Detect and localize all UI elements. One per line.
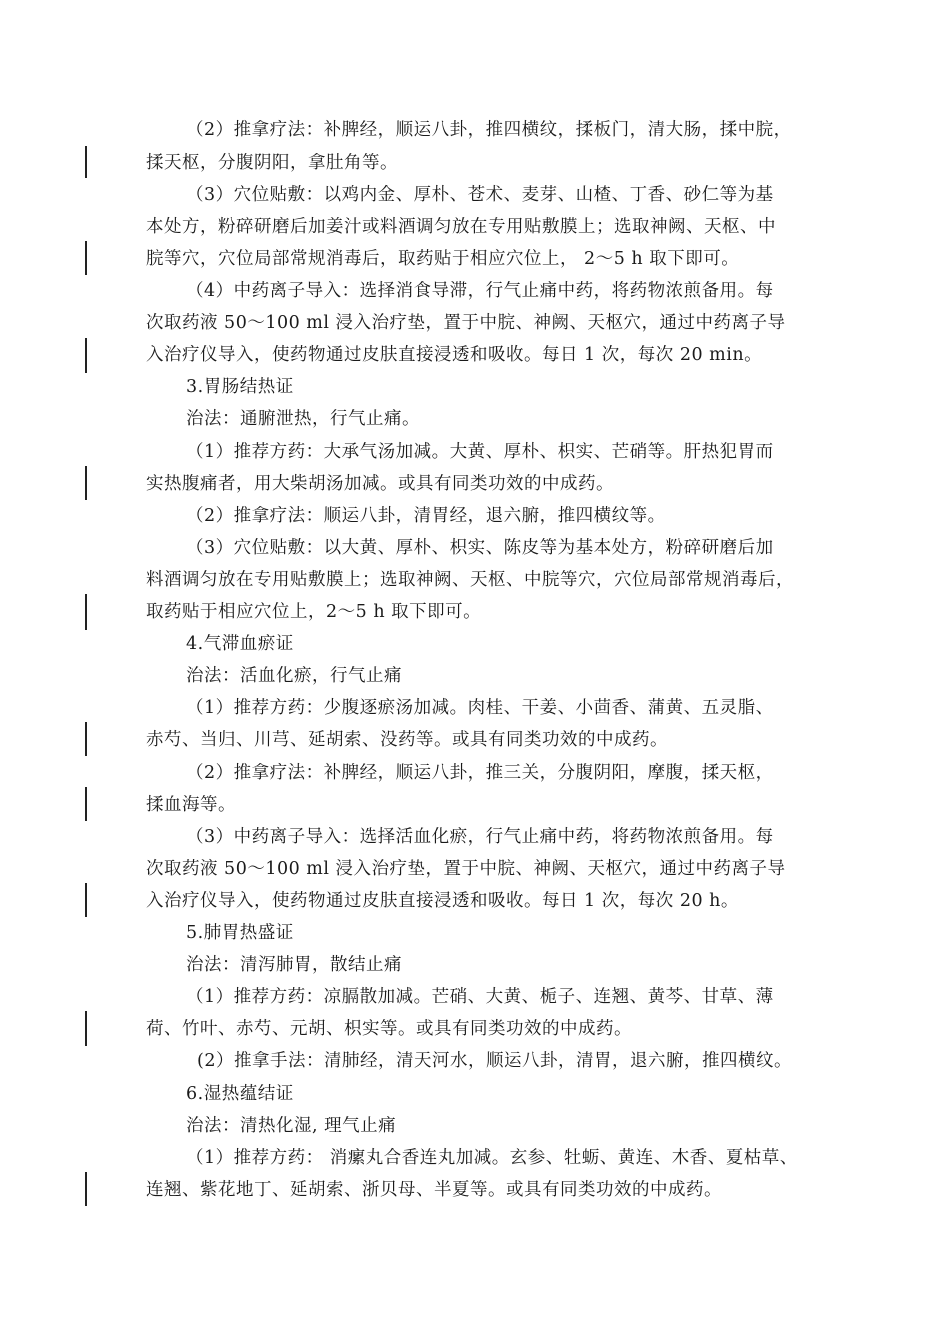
text-line: （2）推拿疗法：补脾经，顺运八卦，推四横纹，揉板门，清大肠，揉中脘， [186, 120, 792, 140]
text-line: 取药贴于相应穴位上，2～5 h 取下即可。 [146, 602, 482, 622]
text-line: （3）中药离子导入：选择活血化瘀，行气止痛中药，将药物浓煎备用。每 [186, 827, 774, 847]
change-bar [85, 241, 87, 275]
text-line: （1）推荐方药：少腹逐瘀汤加减。肉桂、干姜、小茴香、蒲黄、五灵脂、 [186, 698, 774, 718]
text-line: （2）推拿疗法：补脾经，顺运八卦，推三关，分腹阴阳，摩腹，揉天枢， [186, 763, 774, 783]
section-heading: 6.湿热蕴结证 [186, 1084, 294, 1104]
text-line: （1）推荐方药：凉膈散加减。芒硝、大黄、栀子、连翘、黄芩、甘草、薄 [186, 987, 774, 1007]
text-line: （2）推拿疗法：顺运八卦，清胃经，退六腑，推四横纹等。 [186, 506, 666, 526]
text-line: 治法：清热化湿, 理气止痛 [186, 1116, 397, 1136]
change-bar [85, 146, 87, 178]
text-line: 治法：清泻肺胃，散结止痛 [186, 955, 402, 975]
change-bar [85, 338, 87, 373]
text-line: 赤芍、当归、川芎、延胡索、没药等。或具有同类功效的中成药。 [146, 730, 668, 750]
text-line: 脘等穴，穴位局部常规消毒后，取药贴于相应穴位上， 2～5 h 取下即可。 [146, 249, 740, 269]
text-line: 治法：通腑泄热，行气止痛。 [186, 409, 420, 429]
text-line: 揉天枢，分腹阴阳，拿肚角等。 [146, 153, 398, 173]
text-line: (2）推拿手法：清肺经，清天河水，顺运八卦，清胃，退六腑，推四横纹。 [197, 1051, 792, 1071]
text-line: 实热腹痛者，用大柴胡汤加减。或具有同类功效的中成药。 [146, 474, 614, 494]
text-line: （1）推荐方药： 消瘰丸合香连丸加减。玄参、牡蛎、黄连、木香、夏枯草、 [186, 1148, 798, 1168]
change-bar [85, 1011, 87, 1046]
text-line: 揉血海等。 [146, 795, 236, 815]
text-line: 荷、竹叶、赤芍、元胡、枳实等。或具有同类功效的中成药。 [146, 1019, 632, 1039]
text-line: 连翘、紫花地丁、延胡索、浙贝母、半夏等。或具有同类功效的中成药。 [146, 1180, 722, 1200]
text-line: （3）穴位贴敷：以大黄、厚朴、枳实、陈皮等为基本处方，粉碎研磨后加 [186, 538, 774, 558]
change-bar [85, 787, 87, 821]
text-line: 入治疗仪导入，使药物通过皮肤直接浸透和吸收。每日 1 次，每次 20 min。 [146, 345, 763, 365]
text-line: 料酒调匀放在专用贴敷膜上；选取神阙、天枢、中脘等穴，穴位局部常规消毒后， [146, 570, 794, 590]
change-bar [85, 1172, 87, 1206]
text-line: 入治疗仪导入，使药物通过皮肤直接浸透和吸收。每日 1 次，每次 20 h。 [146, 891, 739, 911]
text-line: 本处方，粉碎研磨后加姜汁或料酒调匀放在专用贴敷膜上；选取神阙、天枢、中 [146, 217, 776, 237]
change-bar [85, 466, 87, 500]
change-bar [85, 883, 87, 917]
change-bar [85, 722, 87, 756]
section-heading: 5.肺胃热盛证 [186, 923, 294, 943]
text-line: 治法：活血化瘀，行气止痛 [186, 666, 402, 686]
text-line: （3）穴位贴敷：以鸡内金、厚朴、苍术、麦芽、山楂、丁香、砂仁等为基 [186, 185, 774, 205]
section-heading: 4.气滞血瘀证 [186, 634, 294, 654]
text-line: 次取药液 50～100 ml 浸入治疗垫，置于中脘、神阙、天枢穴，通过中药离子导 [146, 859, 786, 879]
text-line: （1）推荐方药：大承气汤加减。大黄、厚朴、枳实、芒硝等。肝热犯胃而 [186, 442, 774, 462]
text-line: 次取药液 50～100 ml 浸入治疗垫，置于中脘、神阙、天枢穴，通过中药离子导 [146, 313, 786, 333]
change-bar [85, 594, 87, 630]
section-heading: 3.胃肠结热证 [186, 377, 294, 397]
text-line: （4）中药离子导入：选择消食导滞，行气止痛中药，将药物浓煎备用。每 [186, 281, 774, 301]
